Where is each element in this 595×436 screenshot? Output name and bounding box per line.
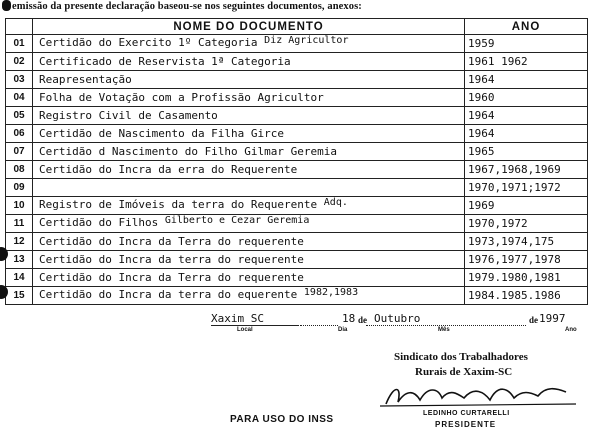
- de-connector: de: [529, 315, 538, 325]
- document-name: Certidão d Nascimento do Filho Gilmar Geremia: [39, 144, 338, 158]
- table-row: [6, 269, 588, 287]
- table-row: [6, 179, 588, 197]
- document-note: 1982,1983: [303, 287, 359, 298]
- row-number: 15: [6, 287, 33, 305]
- document-name: Registro de Imóveis da terra do Requerente: [39, 198, 318, 211]
- document-note: Gilberto e Cezar Geremia: [164, 215, 310, 226]
- document-name: Certidão do Incra da Terra do requerente: [39, 270, 304, 284]
- document-name: Certidão do Incra da Terra do requerente: [39, 234, 304, 248]
- row-number: 05: [6, 107, 33, 125]
- document-year: 1973,1974,175: [465, 233, 588, 251]
- document-year: 1961 1962: [465, 53, 588, 71]
- handwritten-signature: [380, 380, 580, 410]
- row-number: 14: [6, 269, 33, 287]
- signer-role: PRESIDENTE: [435, 420, 497, 429]
- document-year: 1965: [465, 143, 588, 161]
- document-year: 1976,1977,1978: [465, 251, 588, 269]
- document-name-cell: [33, 179, 465, 197]
- union-name-line2: Rurais de Xaxim-SC: [415, 366, 513, 378]
- intro-text: [2, 0, 362, 12]
- document-name-cell: [33, 89, 465, 107]
- dotted-line: [366, 325, 526, 326]
- documents-table: [5, 18, 588, 305]
- document-name: Certidão do Exercito 1º Categoria: [39, 36, 258, 49]
- document-year: 1960: [465, 89, 588, 107]
- header-document-name: NOME DO DOCUMENTO: [33, 19, 465, 35]
- row-number: 12: [6, 233, 33, 251]
- document-name-cell: [33, 35, 465, 53]
- document-name-cell: [33, 71, 465, 89]
- month-field: Outubro: [374, 312, 421, 325]
- document-name-cell: [33, 215, 465, 233]
- label-mes: Mês: [438, 327, 450, 333]
- document-name-cell: [33, 161, 465, 179]
- document-name: Registro Civil de Casamento: [39, 108, 218, 122]
- document-name-cell: [33, 107, 465, 125]
- document-year: 1979.1980,1981: [465, 269, 588, 287]
- document-year: 1984.1985.1986: [465, 287, 588, 305]
- table-row: [6, 71, 588, 89]
- table-row: [6, 251, 588, 269]
- document-note: Diz Agricultor: [264, 35, 349, 46]
- dotted-line: [300, 325, 338, 326]
- document-year: 1967,1968,1969: [465, 161, 588, 179]
- intro-line: emissão da presente declaração baseou-se nos seguintes documentos, anexos:: [12, 1, 362, 12]
- union-name-line1: Sindicato dos Trabalhadores: [394, 351, 528, 363]
- document-year: 1964: [465, 125, 588, 143]
- table-row: [6, 107, 588, 125]
- row-number: 04: [6, 89, 33, 107]
- documents-table-body: [6, 35, 588, 305]
- header-year: ANO: [465, 19, 588, 35]
- document-year: 1959: [465, 35, 588, 53]
- row-number: 09: [6, 179, 33, 197]
- document-name: Folha de Votação com a Profissão Agricultor: [39, 90, 324, 104]
- signature-block: [0, 298, 595, 436]
- inss-stamp: PARA USO DO INSS: [230, 414, 334, 425]
- row-number: 06: [6, 125, 33, 143]
- table-row: [6, 233, 588, 251]
- document-name-cell: [33, 125, 465, 143]
- document-name-cell: [33, 143, 465, 161]
- row-number: 10: [6, 197, 33, 215]
- document-year: 1964: [465, 107, 588, 125]
- de-connector: de: [358, 315, 367, 325]
- label-dia: Dia: [338, 327, 348, 333]
- place-field: Xaxim SC: [211, 312, 299, 326]
- row-number: 02: [6, 53, 33, 71]
- document-name: Certidão do Incra da terra do equerente: [39, 288, 298, 301]
- row-number: 07: [6, 143, 33, 161]
- row-number: 03: [6, 71, 33, 89]
- document-name: Certificado de Reservista 1ª Categoria: [39, 54, 291, 68]
- header-number-cell: [6, 19, 33, 35]
- year-field: 1997: [539, 312, 566, 325]
- table-row: [6, 35, 588, 53]
- table-row: [6, 89, 588, 107]
- ink-blot-icon: [2, 0, 11, 11]
- document-name: Certidão de Nascimento da Filha Girce: [39, 126, 285, 140]
- document-year: 1969: [465, 197, 588, 215]
- row-number: 11: [6, 215, 33, 233]
- document-year: 1970,1971;1972: [465, 179, 588, 197]
- row-number: 01: [6, 35, 33, 53]
- table-row: [6, 125, 588, 143]
- document-name: Certidão do Incra da erra do Requerente: [39, 162, 298, 176]
- document-name: Certidão do Incra da terra do requerente: [39, 252, 304, 266]
- document-name: Reapresentação: [39, 72, 132, 86]
- document-year: 1970,1972: [465, 215, 588, 233]
- document-name-cell: [33, 53, 465, 71]
- row-number: 13: [6, 251, 33, 269]
- document-name-cell: [33, 233, 465, 251]
- document-name: Certidão do Filhos: [39, 216, 159, 229]
- label-local: Local: [237, 327, 253, 333]
- document-note: Adq.: [323, 197, 348, 208]
- table-row: [6, 53, 588, 71]
- row-number: 08: [6, 161, 33, 179]
- table-header-row: [6, 19, 588, 35]
- day-field: 18: [342, 312, 356, 325]
- document-name-cell: [33, 197, 465, 215]
- table-row: [6, 215, 588, 233]
- document-name-cell: [33, 269, 465, 287]
- signer-name: LEDINHO CURTARELLI: [423, 410, 510, 417]
- document-name-cell: [33, 251, 465, 269]
- table-row: [6, 161, 588, 179]
- table-row: [6, 197, 588, 215]
- label-ano: Ano: [565, 327, 577, 333]
- document-year: 1964: [465, 71, 588, 89]
- table-row: [6, 143, 588, 161]
